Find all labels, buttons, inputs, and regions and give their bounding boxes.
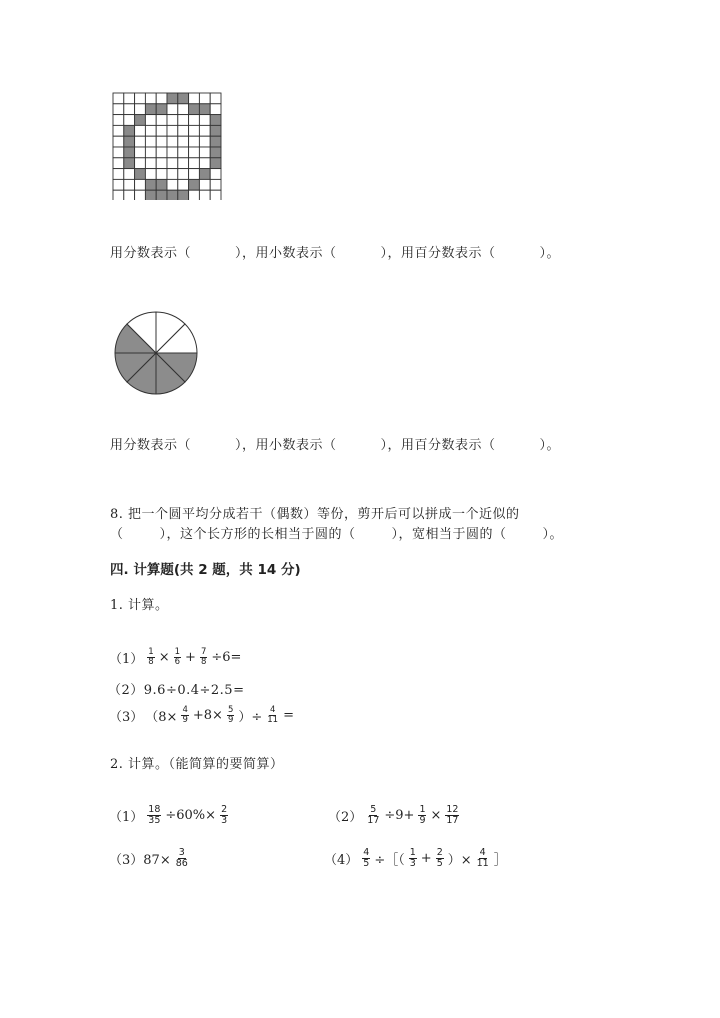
q8-text-1: （ xyxy=(110,527,124,542)
grid-cell xyxy=(145,169,156,180)
numerator: 4 xyxy=(479,847,486,858)
grid-cell xyxy=(178,179,189,190)
p1-item-2: （2）9.6÷0.4÷2.5= xyxy=(108,683,245,698)
grid-cell xyxy=(113,147,124,158)
grid-cell xyxy=(156,147,167,158)
grid-cell xyxy=(178,125,189,136)
grid-cell xyxy=(124,104,135,115)
grid-cell xyxy=(113,158,124,169)
grid-cell xyxy=(199,179,210,190)
grid-cell xyxy=(199,158,210,169)
grid-cell xyxy=(210,190,221,200)
denominator: 3 xyxy=(221,814,228,826)
denominator: 5 xyxy=(363,857,370,869)
q8-line-1: 8. 把一个圆平均分成若干（偶数）等份，剪开后可以拼成一个近似的 xyxy=(110,507,520,522)
grid-cell xyxy=(199,115,210,126)
grid-cell xyxy=(135,179,146,190)
q6-answer-line xyxy=(110,242,560,261)
grid-cell xyxy=(189,147,200,158)
operator: + xyxy=(185,650,196,665)
grid-cell xyxy=(167,158,178,169)
shaded-grid-cell xyxy=(199,169,210,180)
expression-part: ÷9+ xyxy=(384,807,415,823)
fraction xyxy=(476,848,490,869)
shaded-grid-cell xyxy=(145,179,156,190)
shaded-grid-cell xyxy=(199,104,210,115)
numerator: 1 xyxy=(148,647,154,658)
grid-cell xyxy=(145,115,156,126)
grid-cell xyxy=(113,115,124,126)
grid-cell xyxy=(189,169,200,180)
fraction xyxy=(174,648,181,667)
numerator: 5 xyxy=(227,705,234,716)
shaded-grid-cell xyxy=(210,115,221,126)
fraction xyxy=(181,706,188,725)
operator: × xyxy=(158,650,170,665)
p1-item-3 xyxy=(108,706,295,725)
shaded-grid-cell xyxy=(124,158,135,169)
grid-cell xyxy=(199,147,210,158)
shaded-grid-cell xyxy=(156,179,167,190)
numerator: 12 xyxy=(446,804,459,815)
numerator: 1 xyxy=(174,647,181,658)
expression-part: + xyxy=(420,850,432,866)
q8-text-4: ）。 xyxy=(542,527,564,542)
grid-cell xyxy=(199,190,210,200)
expression-part: ÷60%× xyxy=(165,807,217,823)
shaded-grid-cell xyxy=(167,93,178,104)
grid-cell xyxy=(124,115,135,126)
numerator: 1 xyxy=(409,847,416,858)
grid-cell xyxy=(167,147,178,158)
numerator: 2 xyxy=(436,847,443,858)
grid-cell xyxy=(124,190,135,200)
shaded-grid-cell xyxy=(189,104,200,115)
grid-cell xyxy=(189,190,200,200)
q6-text-2: ），用小数表示（ xyxy=(235,246,337,261)
grid-cell xyxy=(113,93,124,104)
denominator: 11 xyxy=(476,857,489,869)
grid-cell xyxy=(113,169,124,180)
q8-text-2: ），这个长方形的长相当于圆的（ xyxy=(159,527,356,542)
grid-cell xyxy=(124,179,135,190)
grid-cell xyxy=(145,136,156,147)
denominator: 11 xyxy=(267,715,279,725)
q6-text-1: 用分数表示（ xyxy=(110,246,192,261)
grid-cell xyxy=(145,93,156,104)
grid-cell xyxy=(178,115,189,126)
expression-part: +8× xyxy=(192,708,223,723)
grid-cell xyxy=(113,136,124,147)
grid-cell xyxy=(156,93,167,104)
grid-cell xyxy=(135,125,146,136)
grid-cell xyxy=(167,136,178,147)
p2-item-1 xyxy=(108,805,231,826)
denominator: 9 xyxy=(182,715,188,725)
numerator: 3 xyxy=(178,847,185,858)
fraction xyxy=(366,805,380,826)
denominator: 8 xyxy=(200,657,207,667)
grid-cell xyxy=(124,93,135,104)
denominator: 9 xyxy=(227,715,234,725)
p2-item-3-label: （3）87× xyxy=(109,852,171,868)
q8-text-3: ），宽相当于圆的（ xyxy=(391,527,507,542)
q8-line-2 xyxy=(110,523,563,542)
grid-cell xyxy=(189,136,200,147)
grid-cell xyxy=(135,158,146,169)
denominator: 86 xyxy=(175,857,188,869)
fraction xyxy=(227,706,234,725)
shaded-grid-cell xyxy=(145,104,156,115)
shaded-grid-cell xyxy=(156,190,167,200)
shaded-grid-cell xyxy=(145,190,156,200)
expression-tail: = xyxy=(283,708,294,723)
circle-figure xyxy=(113,310,199,396)
grid-cell xyxy=(189,158,200,169)
fraction xyxy=(175,848,189,869)
grid-cell xyxy=(156,169,167,180)
shaded-grid-cell xyxy=(178,93,189,104)
grid-cell xyxy=(178,158,189,169)
denominator: 8 xyxy=(148,657,154,667)
denominator: 35 xyxy=(148,814,161,826)
q7-text-1: 用分数表示（ xyxy=(110,438,192,453)
p2-item-2-label: （2） xyxy=(328,809,363,825)
shaded-grid-cell xyxy=(167,190,178,200)
grid-cell xyxy=(210,104,221,115)
numerator: 18 xyxy=(148,804,161,815)
p1-item-1-label: （1） xyxy=(109,652,144,667)
grid-cell xyxy=(156,136,167,147)
grid-cell xyxy=(210,169,221,180)
expression-tail: ÷6= xyxy=(211,650,242,665)
shaded-grid-cell xyxy=(189,179,200,190)
shaded-grid-cell xyxy=(178,190,189,200)
numerator: 5 xyxy=(370,804,377,815)
denominator: 5 xyxy=(436,857,443,869)
grid-cell xyxy=(167,115,178,126)
grid-cell xyxy=(156,158,167,169)
grid-cell xyxy=(113,104,124,115)
p2-item-4-label: （4） xyxy=(324,852,359,868)
fraction xyxy=(362,848,370,869)
grid-cell xyxy=(167,169,178,180)
grid-cell xyxy=(167,179,178,190)
shaded-grid-cell xyxy=(124,136,135,147)
grid-cell xyxy=(135,104,146,115)
grid-cell xyxy=(135,190,146,200)
grid-cell xyxy=(124,169,135,180)
numerator: 7 xyxy=(200,647,207,658)
p2-item-3 xyxy=(108,848,192,869)
grid-cell xyxy=(178,136,189,147)
shaded-grid-cell xyxy=(156,104,167,115)
fraction xyxy=(266,706,279,725)
fraction xyxy=(220,805,228,826)
section-title: 四. 计算题(共 2 题，共 14 分) xyxy=(110,562,301,578)
grid-cell xyxy=(189,115,200,126)
grid-cell xyxy=(210,179,221,190)
fraction xyxy=(147,805,161,826)
fraction xyxy=(436,848,444,869)
expression-part: （8× xyxy=(145,710,178,725)
denominator: 3 xyxy=(409,857,416,869)
grid-cell xyxy=(145,147,156,158)
grid-cell xyxy=(135,147,146,158)
grid-cell xyxy=(199,136,210,147)
q7-answer-line xyxy=(110,434,560,453)
grid-cell xyxy=(113,179,124,190)
grid-cell xyxy=(178,104,189,115)
q7-text-3: ），用百分数表示（ xyxy=(380,438,496,453)
fraction xyxy=(445,805,459,826)
numerator: 2 xyxy=(221,804,228,815)
p2-item-2 xyxy=(327,805,462,826)
grid-cell xyxy=(199,93,210,104)
fraction xyxy=(409,848,417,869)
fraction xyxy=(147,648,154,667)
numerator: 4 xyxy=(182,705,188,716)
grid-cell xyxy=(135,136,146,147)
shaded-grid-cell xyxy=(135,169,146,180)
shaded-grid-cell xyxy=(135,115,146,126)
shaded-grid-cell xyxy=(210,136,221,147)
grid-cell xyxy=(189,93,200,104)
grid-cell xyxy=(145,125,156,136)
shaded-grid-cell xyxy=(124,147,135,158)
q7-text-4: ）。 xyxy=(539,438,561,453)
expression-part: × xyxy=(430,807,442,823)
grid-cell xyxy=(167,104,178,115)
expression-part: ）÷ xyxy=(238,710,263,725)
grid-cell xyxy=(135,93,146,104)
fraction xyxy=(200,648,207,667)
grid-cell xyxy=(156,125,167,136)
denominator: 17 xyxy=(367,814,380,826)
grid-cell xyxy=(189,125,200,136)
problem-2-title: 2. 计算。（能简算的要简算） xyxy=(110,757,284,772)
grid-cell xyxy=(113,125,124,136)
q7-text-2: ），用小数表示（ xyxy=(235,438,337,453)
p2-item-1-label: （1） xyxy=(109,809,144,825)
grid-cell xyxy=(145,158,156,169)
q6-text-3: ），用百分数表示（ xyxy=(380,246,496,261)
numerator: 1 xyxy=(419,804,426,815)
denominator: 9 xyxy=(419,814,426,826)
numerator: 4 xyxy=(363,847,370,858)
denominator: 17 xyxy=(446,814,459,826)
p2-item-4 xyxy=(323,848,508,869)
grid-cell xyxy=(178,169,189,180)
grid-cell xyxy=(178,147,189,158)
p1-item-1 xyxy=(108,648,242,667)
grid-cell xyxy=(199,125,210,136)
grid-cell xyxy=(210,93,221,104)
shaded-grid-cell xyxy=(210,158,221,169)
grid-cell xyxy=(156,115,167,126)
grid-cell xyxy=(167,125,178,136)
grid-figure xyxy=(111,92,227,200)
problem-1-title: 1. 计算。 xyxy=(110,598,169,613)
shaded-grid-cell xyxy=(210,125,221,136)
expression-part: ）× xyxy=(447,852,472,868)
expression-part: ÷［（ xyxy=(374,852,405,868)
expression-tail: ］ xyxy=(493,852,507,868)
fraction xyxy=(418,805,426,826)
grid-cell xyxy=(113,190,124,200)
q6-text-4: ）。 xyxy=(539,246,561,261)
p1-item-3-label: （3） xyxy=(109,710,144,725)
numerator: 4 xyxy=(269,705,276,716)
denominator: 6 xyxy=(174,657,181,667)
shaded-grid-cell xyxy=(124,125,135,136)
shaded-grid-cell xyxy=(210,147,221,158)
